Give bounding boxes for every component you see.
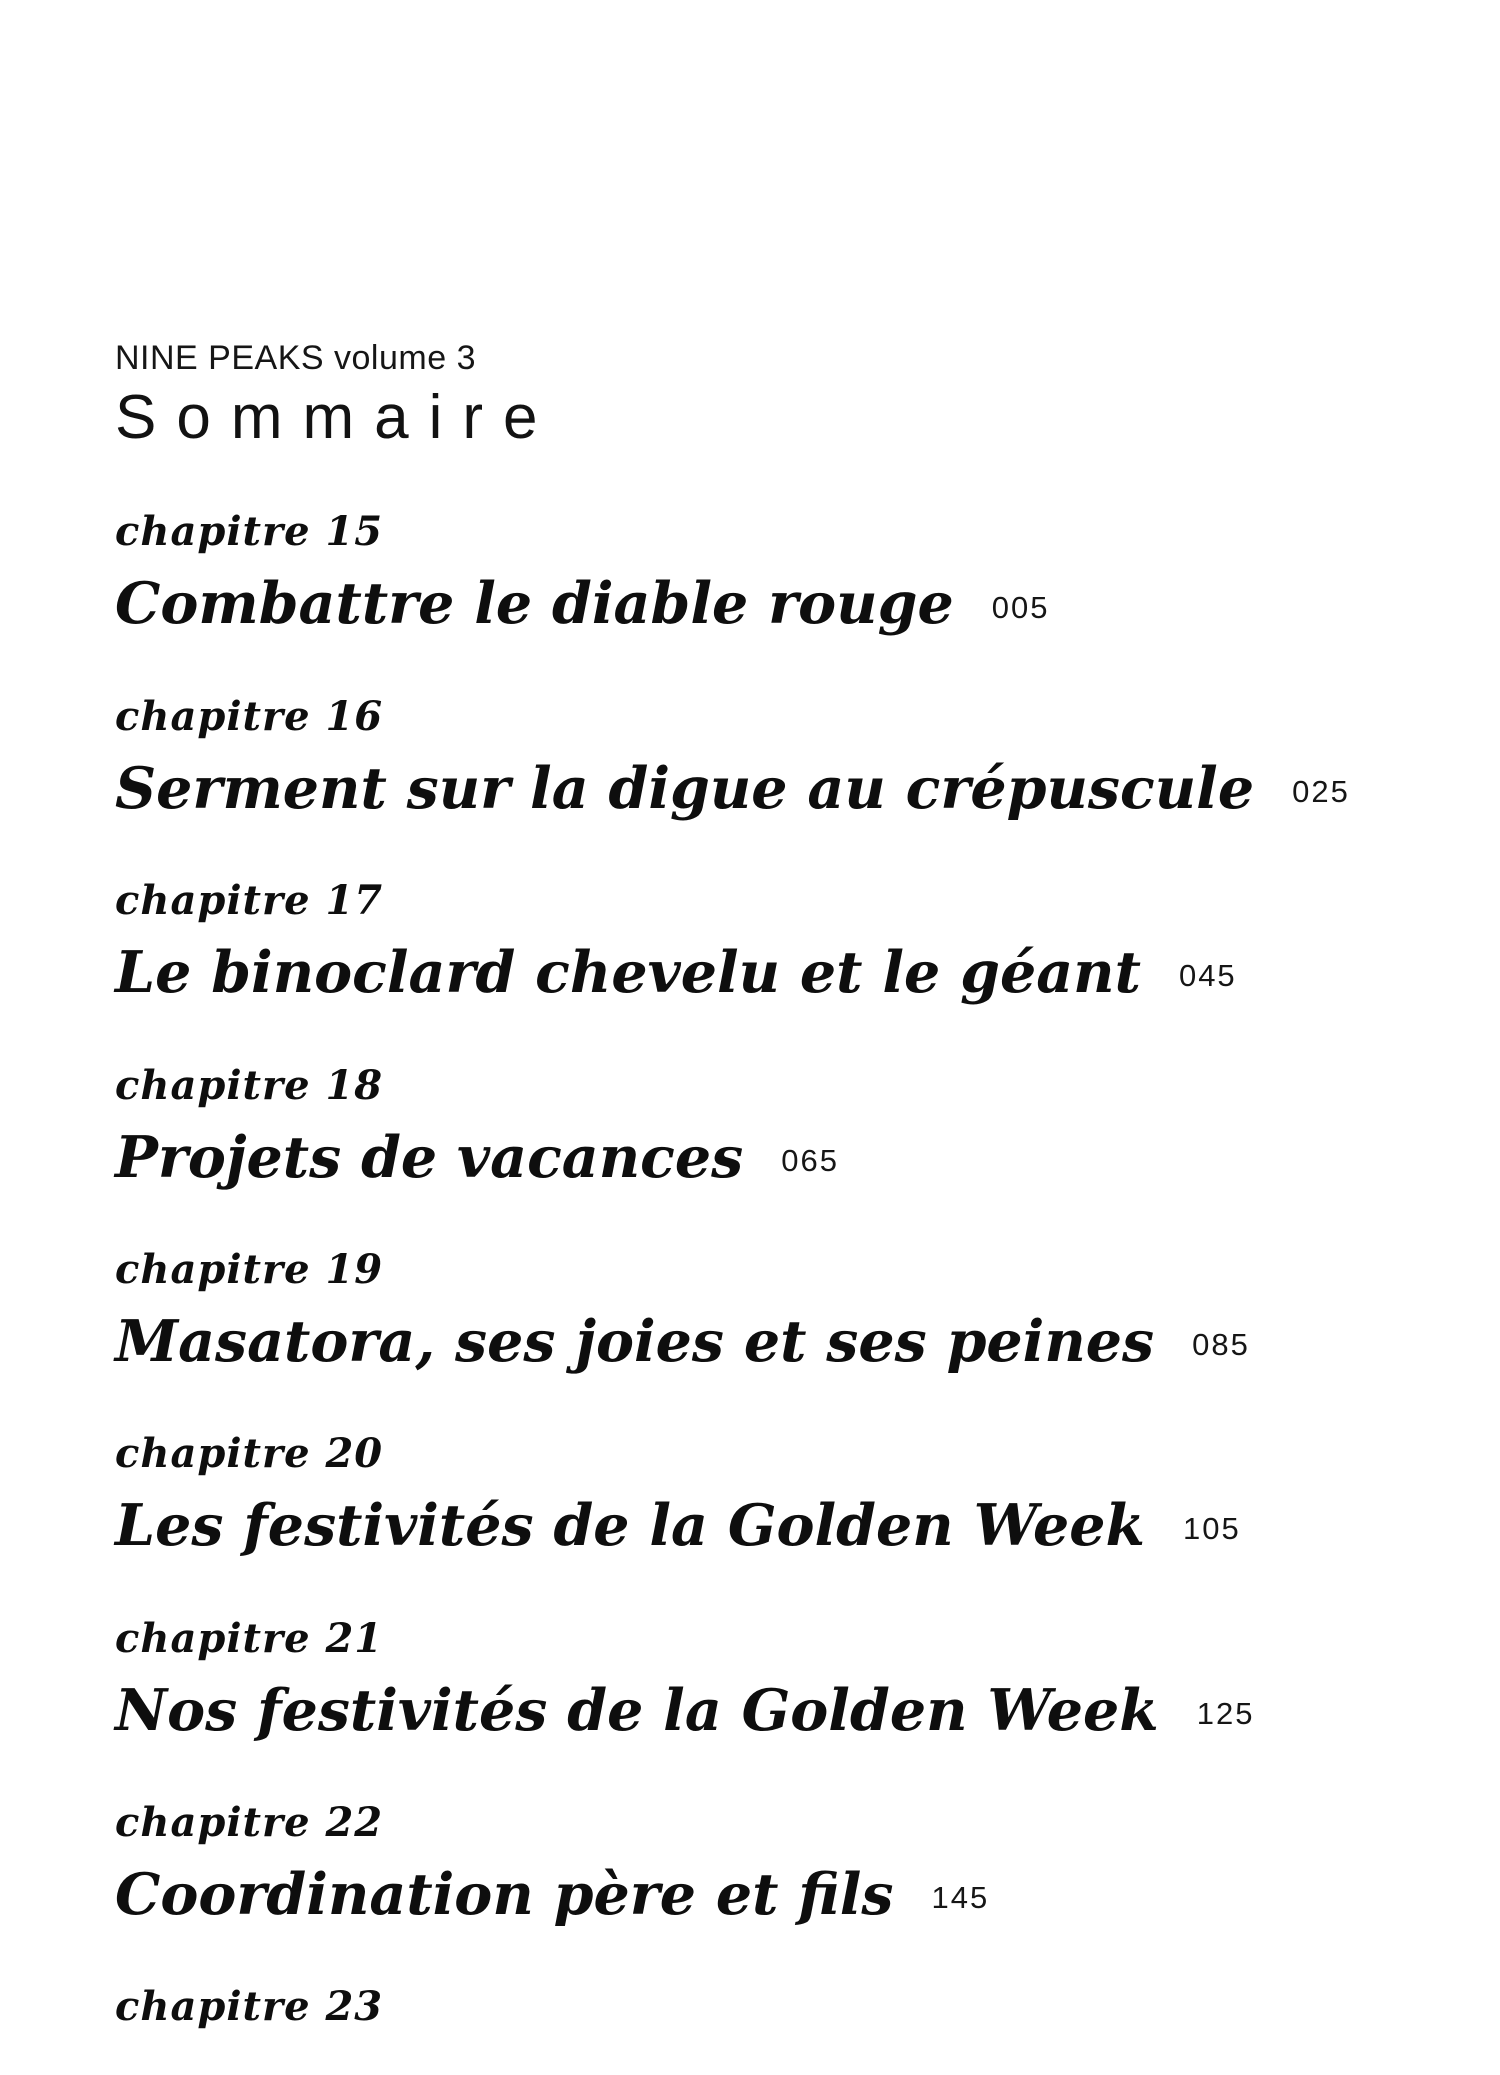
page-number: 005 <box>991 589 1050 625</box>
chapter-title: Nos festivités de la Golden Week <box>115 1676 1159 1744</box>
chapter-title: Coordination père et fils <box>115 1860 894 1928</box>
chapter-label: chapitre 20 <box>115 1430 384 1478</box>
chapter-title: Combattre le diable rouge <box>115 570 954 638</box>
toc-entry <box>115 506 1375 648</box>
chapter-label: chapitre 15 <box>115 508 384 556</box>
chapter-title: Le binoclard chevelu et le géant <box>115 939 1141 1007</box>
page-content <box>115 340 1375 2075</box>
page-number: 105 <box>1182 1511 1241 1547</box>
table-of-contents <box>115 506 1375 2033</box>
toc-entry-partial <box>115 1981 1375 2033</box>
page-number: 125 <box>1196 1695 1255 1731</box>
page-number: 045 <box>1178 958 1237 994</box>
chapter-label: chapitre 21 <box>115 1614 384 1662</box>
chapter-title-row <box>115 745 1375 833</box>
toc-entry <box>115 1060 1375 1202</box>
chapter-title-row <box>115 1851 1375 1939</box>
chapter-title: Serment sur la digue au crépuscule <box>115 754 1255 822</box>
chapter-label: chapitre 22 <box>115 1798 384 1846</box>
toc-entry <box>115 691 1375 833</box>
chapter-title-row <box>115 1114 1375 1202</box>
page-number: 065 <box>781 1142 839 1178</box>
page-number: 085 <box>1192 1327 1250 1363</box>
chapter-label: chapitre 19 <box>115 1245 384 1293</box>
chapter-label: chapitre 23 <box>115 1983 384 2031</box>
toc-entry <box>115 1244 1375 1386</box>
chapter-title-row <box>115 560 1375 648</box>
series-title: NINE PEAKS volume 3 <box>115 339 476 377</box>
chapter-label: chapitre 17 <box>115 877 384 925</box>
toc-entry <box>115 875 1375 1017</box>
page-number: 145 <box>931 1880 990 1916</box>
chapter-label: chapitre 18 <box>115 1061 384 1109</box>
page-number: 025 <box>1292 774 1350 809</box>
chapter-title: Projets de vacances <box>115 1123 744 1191</box>
chapter-label: chapitre 16 <box>115 692 384 740</box>
chapter-title-row <box>115 1482 1375 1570</box>
chapter-title: Les festivités de la Golden Week <box>115 1492 1145 1560</box>
chapter-title: Masatora, ses joies et ses peines <box>115 1307 1155 1375</box>
toc-entry <box>115 1797 1375 1939</box>
chapter-title-row <box>115 929 1375 1017</box>
page-title: Sommaire <box>115 383 558 453</box>
toc-entry <box>115 1428 1375 1570</box>
toc-entry <box>115 1613 1375 1755</box>
chapter-title-row <box>115 1667 1375 1755</box>
chapter-title-row <box>115 1298 1375 1386</box>
